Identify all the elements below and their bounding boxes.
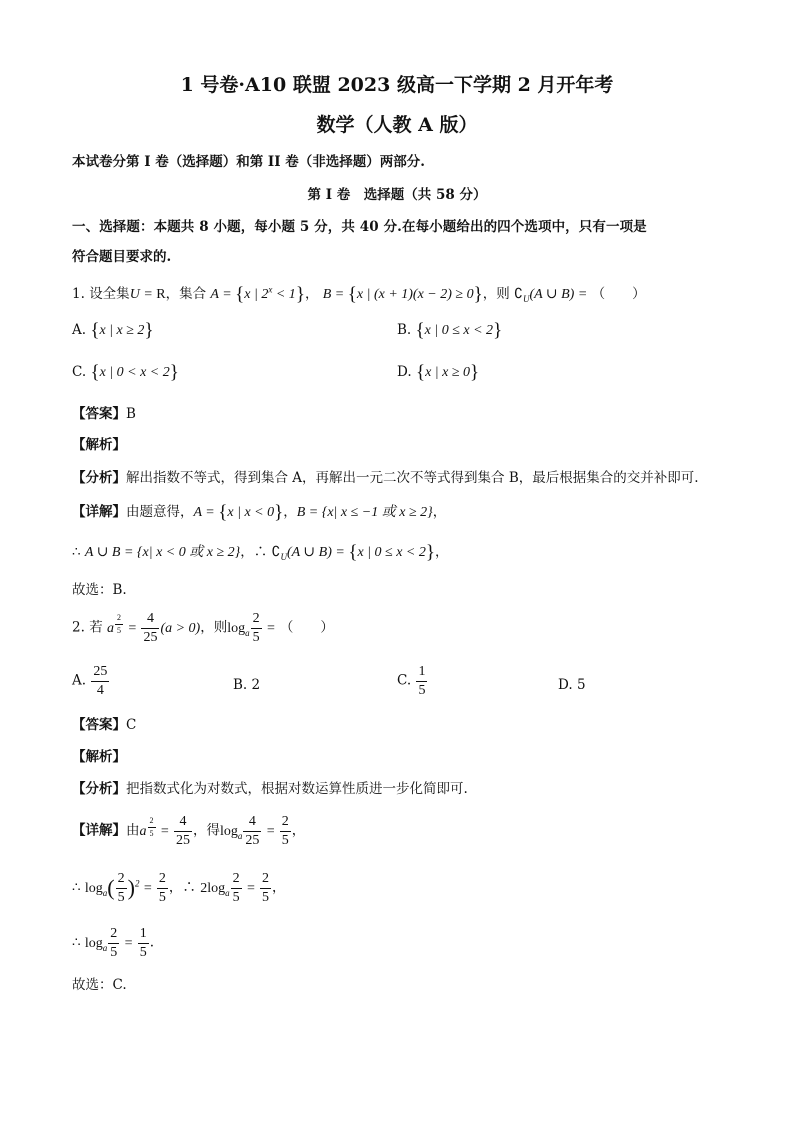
q1-detail-line1: 【详解】由题意得，A = {x | x < 0}，B = {x| x ≤ −1 或 x ≥ 2}， [72, 502, 447, 523]
q1-option-d: D. {x | x ≥ 0} [397, 362, 480, 383]
q1-option-b: B. {x | 0 ≤ x < 2} [397, 320, 503, 341]
q2-fenxi: 【分析】把指数式化为对数式，根据对数运算性质进一步化简即可. [72, 781, 468, 797]
q1-detail-line2: ∴ A ∪ B = {x| x < 0 或 x ≥ 2}，∴ $∁_U(A$ ∪ B) = {x | 0 ≤ x < 2}， [72, 542, 449, 563]
q1-answer: 【答案】B [72, 406, 136, 422]
section-heading-line2: 符合题目要求的. [72, 249, 172, 265]
q2-option-b: B. 2 [233, 677, 261, 693]
q2-option-a: A. $\frac{25}{4}$ [72, 664, 108, 698]
q2-option-d: D. 5 [558, 677, 586, 693]
question-1-stem: 1. 设全集U = R，集合 A = {x | 2$^x$ < 1}， B = {x | (x + 1)(x − 2) ≥ 0}，则 $∁_U(A$ ∪ B) = （ ） [72, 284, 646, 305]
q1-choose: 故选：B. [72, 582, 127, 598]
q2-answer: 【答案】C [72, 717, 137, 733]
set-a-definition: A = {x | 2$^x$ < 1} [210, 284, 305, 305]
question-number: 1. [72, 286, 85, 302]
exam-title: 1 号卷·A10 联盟 2023 级高一下学期 2 月开年考 [180, 74, 614, 96]
q1-option-a: A. {x | x ≥ 2} [72, 320, 154, 341]
set-b-definition: B = {x | (x + 1)(x − 2) ≥ 0} [322, 284, 483, 305]
q2-option-c: C. $\frac{1}{5}$ [397, 664, 426, 698]
q2-detail-line1: 【详解】由a $^{\frac{2}{5}}$ = $\frac{4}{25}$ ，得$\log_a$ $\frac{4}{25}$ = $\frac{2}{5}$ ， [72, 814, 306, 848]
q2-detail-line2: ∴ $\log_a$( $\frac{2}{5}$ )$^2$ = $\frac{2}{5}$ ，∴ $2\log_a$ $\frac{2}{5}$ = $\frac{2}{5}$ ， [72, 871, 286, 905]
intro-text: 本试卷分第 I 卷（选择题）和第 II 卷（非选择题）两部分. [72, 154, 425, 170]
q1-option-c: C. {x | 0 < x < 2} [72, 362, 179, 383]
part-heading: 第 I 卷 选择题（共 58 分） [307, 187, 487, 203]
q1-analysis-label: 【解析】 [72, 437, 126, 453]
exam-subtitle: 数学（人教 A 版） [316, 114, 478, 136]
q2-analysis-label: 【解析】 [72, 749, 126, 765]
q2-detail-line3: ∴ $\log_a$ $\frac{2}{5}$ = $\frac{1}{5}$ . [72, 926, 155, 960]
complement-expression: $∁_U(A$ ∪ B) = [514, 287, 588, 304]
question-2-stem: 2. 若 a $^{\frac{2}{5}}$ = $\frac{4}{25}$ (a > 0)，则$\log_a$ $\frac{2}{5}$ = （ ） [72, 611, 334, 645]
q2-choose: 故选：C. [72, 977, 127, 993]
q1-fenxi: 【分析】解出指数不等式，得到集合 A，再解出一元二次不等式得到集合 B，最后根据集合的交并补即可. [72, 470, 699, 486]
section-heading-line1: 一、选择题：本题共 8 小题，每小题 5 分，共 40 分.在每小题给出的四个选项中，只有一项是 [72, 219, 647, 235]
